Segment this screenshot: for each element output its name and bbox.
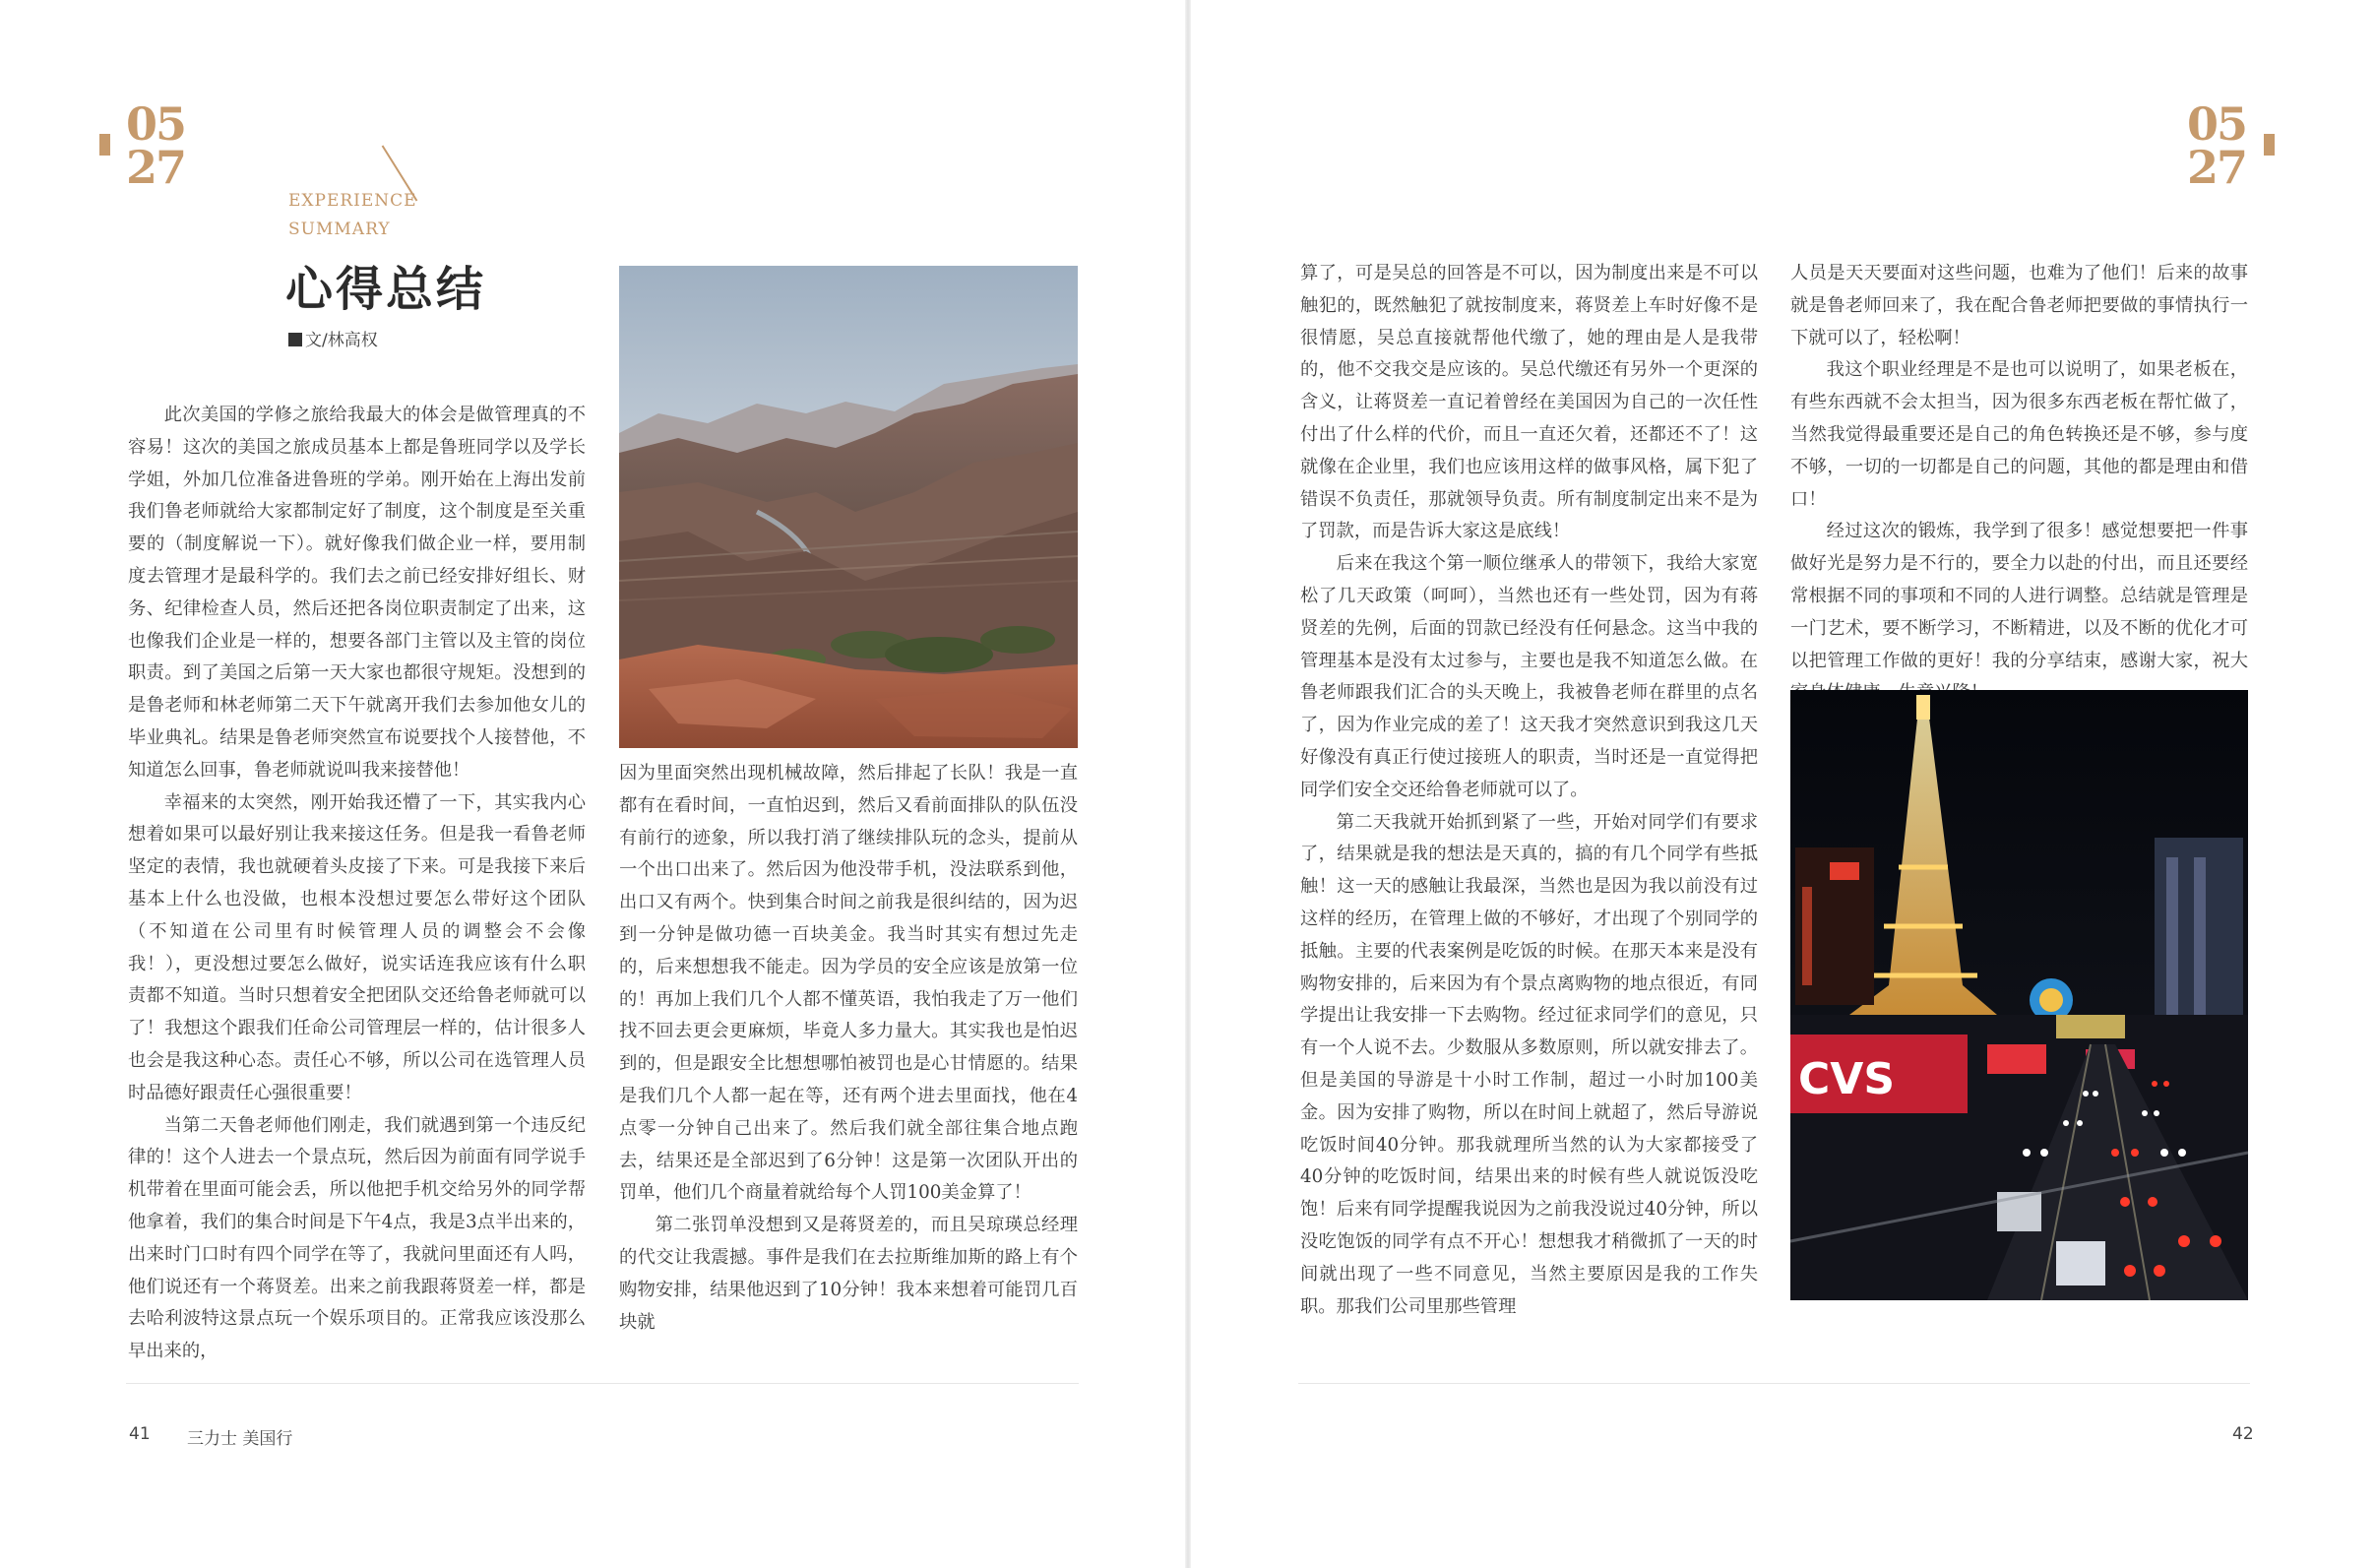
date-mark-left bbox=[126, 97, 186, 194]
date-month: 05 bbox=[2187, 97, 2247, 151]
article-title: 心得总结 bbox=[285, 262, 487, 317]
article-column-4 bbox=[1790, 258, 2248, 681]
article-column-1 bbox=[128, 400, 586, 1362]
byline bbox=[288, 326, 378, 350]
page-number-left: 41 bbox=[129, 1424, 151, 1444]
paragraph: 当第二天鲁老师他们刚走，我们就遇到第一个违反纪律的！这个人进去一个景点玩，然后因为前面有同学说手机带着在里面可能会丢，所以他把手机交给另外的同学帮他拿着，我们的集合时间是下午4点，我是3点半出来的，出来时门口时有四个同学在等了，我就问里面还有人吗，他们说还有一个蒋贤差。出来之前我跟蒋贤差一样，都是去哈利波特这景点玩一个娱乐项目的。正常我应该没那么早出来的， bbox=[128, 1114, 586, 1362]
paragraph: 第二天我就开始抓到紧了一些，开始对同学们有要求了，结果就是我的想法是天真的，搞的有几个同学有些抵触！这一天的感触让我最深，当然也是因为我以前没有过这样的经历，在管理上做的不够好，才出现了个别同学的抵触。主要的代表案例是吃饭的时候。在那天本来是没有购物安排的，后来因为有个景点离购物的地点很近，有同学提出让我安排一下去购物。经过征求同学们的意见，只有一个人说不去。少数服从多数原则，所以就安排去了。但是美国的导游是十小时工作制，超过一小时加100美金。因为安排了购物，所以在时间上就超了，然后导游说吃饭时间40分钟。那我就理所当然的认为大家都接受了40分钟的吃饭时间，结果出来的时候有些人就说饭没吃饱！后来有同学提醒我说因为之前我没说过40分钟，所以没吃饱饭的同学有点不开心！想想我才稍微抓了一天的时间就出现了一些不同意见，当然主要原因是我的工作失职。那我们公司里那些管理 bbox=[1300, 811, 1758, 1317]
kicker-line1: EXPERIENCE bbox=[288, 191, 417, 211]
page-gutter bbox=[1185, 0, 1191, 1568]
date-mark-right bbox=[2187, 97, 2247, 194]
paragraph: 第二张罚单没想到又是蒋贤差的，而且吴琼瑛总经理的代交让我震撼。事件是我们在去拉斯维加斯的路上有个购物安排，结果他迟到了10分钟！我本来想着可能罚几百块就 bbox=[619, 1215, 1078, 1333]
date-day: 27 bbox=[126, 141, 186, 194]
grand-canyon-photo bbox=[619, 266, 1078, 748]
date-day: 27 bbox=[2187, 141, 2247, 194]
cvs-sign-text: CVS bbox=[1798, 1054, 1896, 1104]
paragraph: 后来在我这个第一顺位继承人的带领下，我给大家宽松了几天政策（呵呵），当然也还有一些处罚，因为有蒋贤差的先例，后面的罚款已经没有任何悬念。这当中我的管理基本是没有太过参与，主要也是我不知道怎么做。在鲁老师跟我们汇合的头天晚上，我被鲁老师在群里的点名了，因为作业完成的差了！这天我才突然意识到我这几天好像没有真正行使过接班人的职责，当时还是一直觉得把同学们安全交还给鲁老师就可以了。 bbox=[1300, 553, 1758, 800]
paragraph: 人员是天天要面对这些问题，也难为了他们！后来的故事就是鲁老师回来了，我在配合鲁老师把要做的事情执行一下就可以了，轻松啊！ bbox=[1790, 263, 2248, 348]
paragraph: 幸福来的太突然，刚开始我还懵了一下，其实我内心想着如果可以最好别让我来接这任务。但是我一看鲁老师坚定的表情，我也就硬着头皮接了下来。可是我接下来后基本上什么也没做，也根本没想过要怎么带好这个团队（不知道在公司里有时候管理人员的调整会不会像我！），更没想过要怎么做好，说实话连我应该有什么职责都不知道。当时只想着安全把团队交还给鲁老师就可以了！我想这个跟我们任命公司管理层一样的，估计很多人也会是我这种心态。责任心不够，所以公司在选管理人员时品德好跟责任心强很重要！ bbox=[128, 791, 586, 1103]
paragraph: 因为里面突然出现机械故障，然后排起了长队！我是一直都有在看时间，一直怕迟到，然后又看前面排队的队伍没有前行的迹象，所以我打消了继续排队玩的念头，提前从一个出口出来了。然后因为他没带手机，没法联系到他，出口又有两个。快到集合时间之前我是很纠结的，因为迟到一分钟是做功德一百块美金。我当时其实有想过先走的，后来想想我不能走。因为学员的安全应该是放第一位的！再加上我们几个人都不懂英语，我怕我走了万一他们找不回去更会更麻烦，毕竟人多力量大。其实我也是怕迟到的，但是跟安全比想想哪怕被罚也是心甘情愿的。结果是我们几个人都一起在等，还有两个进去里面找，他在4点零一分钟自己出来了。然后我们就全部往集合地点跑去，结果还是全部迟到了6分钟！这是第一次团队开出的罚单，他们几个商量着就给每个人罚100美金算了！ bbox=[619, 763, 1078, 1204]
paragraph: 经过这次的锻炼，我学到了很多！感觉想要把一件事做好光是努力是不行的，要全力以赴的付出，而且还要经常根据不同的事项和不同的人进行调整。总结就是管理是一门艺术，要不断学习，不断精进，以及不断的优化才可以把管理工作做的更好！我的分享结束，感谢大家，祝大 bbox=[1790, 521, 2248, 671]
las-vegas-illustration bbox=[1790, 690, 2248, 1300]
byline-text: 文/林高权 bbox=[305, 331, 378, 350]
paragraph: 我这个职业经理是不是也可以说明了，如果老板在，有些东西就不会太担当，因为很多东西老板在帮忙做了，当然我觉得最重要还是自己的角色转换还是不够，参与度不够，一切的一切都是自己的问题，其他的都是理由和借口！ bbox=[1790, 359, 2248, 510]
date-marker-bar bbox=[2264, 134, 2275, 156]
article-column-2 bbox=[619, 758, 1078, 1333]
article-column-3 bbox=[1300, 258, 1758, 1317]
page-number-right: 42 bbox=[2232, 1424, 2254, 1444]
paragraph: 此次美国的学修之旅给我最大的体会是做管理真的不容易！这次的美国之旅成员基本上都是鲁班同学以及学长学姐，外加几位准备进鲁班的学弟。刚开始在上海出发前我们鲁老师就给大家都制定好了制度，这个制度是至关重要的（制度解说一下）。就好像我们做企业一样，要用制度去管理才是最科学的。我们去之前已经安排好组长、财务、纪律检查人员，然后还把各岗位职责制定了出来，这也像我们企业是一样的，想要各部门主管以及主管的岗位职责。到了美国之后第一天大家也都很守规矩。没想到的是鲁老师和林老师第二天下午就离开我们去参加他女儿的毕业典礼。结果是鲁老师突然宣布说要找个人接替他，不知道怎么回事，鲁老师就说叫我来接替他！ bbox=[128, 405, 586, 781]
kicker-line2: SUMMARY bbox=[288, 220, 391, 239]
footer-rule-left bbox=[126, 1383, 1079, 1384]
section-kicker bbox=[288, 187, 417, 244]
date-marker-bar bbox=[99, 134, 110, 156]
running-footer-title: 三力士 美国行 bbox=[187, 1429, 293, 1449]
canyon-illustration bbox=[619, 266, 1078, 748]
square-bullet-icon bbox=[288, 333, 302, 346]
date-month: 05 bbox=[126, 97, 186, 151]
footer-rule-right bbox=[1298, 1383, 2250, 1384]
las-vegas-night-photo bbox=[1790, 690, 2248, 1300]
paragraph: 算了，可是吴总的回答是不可以，因为制度出来是不可以触犯的，既然触犯了就按制度来，蒋贤差上车时好像不是很情愿，吴总直接就帮他代缴了，她的理由是人是我带的，他不交我交是应该的。吴总代缴还有另外一个更深的含义，让蒋贤差一直记着曾经在美国因为自己的一次任性付出了什么样的代价，而且一直还欠着，还都还不了！这就像在企业里，我们也应该用这样的做事风格，属下犯了错误不负责任，那就领导负责。所有制度制定出来不是为了罚款，而是告诉大家这是底线！ bbox=[1300, 263, 1758, 542]
